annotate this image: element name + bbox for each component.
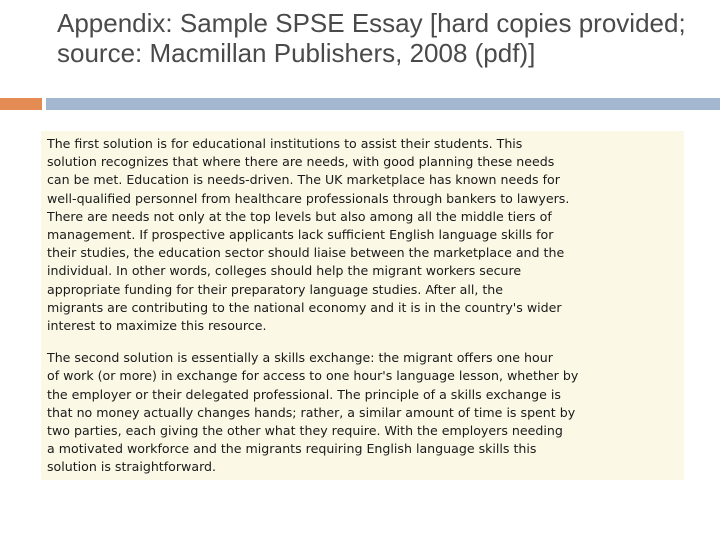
essay-line: the employer or their delegated professional. The principle of a skills exchange is — [47, 386, 561, 402]
essay-line: appropriate funding for their preparatory language studies. After all, the — [47, 281, 504, 297]
essay-paragraph-1 — [47, 135, 678, 335]
essay-line: solution is straightforward. — [47, 459, 217, 475]
essay-excerpt — [41, 131, 684, 480]
accent-bar-blue — [46, 98, 720, 110]
essay-line: that no money actually changes hands; rather, a similar amount of time is spent by — [47, 404, 576, 420]
essay-line: migrants are contributing to the national economy and it is in the country's wider — [47, 299, 562, 315]
essay-line: interest to maximize this resource. — [47, 318, 267, 334]
essay-line: There are needs not only at the top levels but also among all the middle tiers of — [47, 208, 552, 224]
slide-title: Appendix: Sample SPSE Essay [hard copies provided; source: Macmillan Publishers, 2008 (pdf)] — [57, 8, 686, 68]
essay-line: management. If prospective applicants lack sufficient English language skills for — [47, 227, 554, 243]
essay-line: two parties, each giving the other what they require. With the employers needing — [47, 423, 563, 439]
essay-line: well-qualified personnel from healthcare professionals through bankers to lawyers. — [47, 190, 570, 206]
essay-line: The first solution is for educational institutions to assist their students. This — [47, 136, 523, 151]
essay-line: their studies, the education sector should liaise between the marketplace and the — [47, 245, 565, 261]
accent-bar-orange — [0, 98, 42, 110]
essay-line: The second solution is essentially a skills exchange: the migrant offers one hour — [47, 350, 553, 366]
essay-paragraph-2 — [47, 349, 678, 476]
essay-line: can be met. Education is needs-driven. The UK marketplace has known needs for — [47, 172, 560, 188]
essay-line: of work (or more) in exchange for access to one hour's language lesson, whether by — [47, 368, 579, 384]
essay-line: solution recognizes that where there are needs, with good planning these needs — [47, 154, 555, 170]
essay-line: individual. In other words, colleges should help the migrant workers secure — [47, 263, 522, 279]
essay-line: a motivated workforce and the migrants requiring English language skills this — [47, 441, 537, 457]
